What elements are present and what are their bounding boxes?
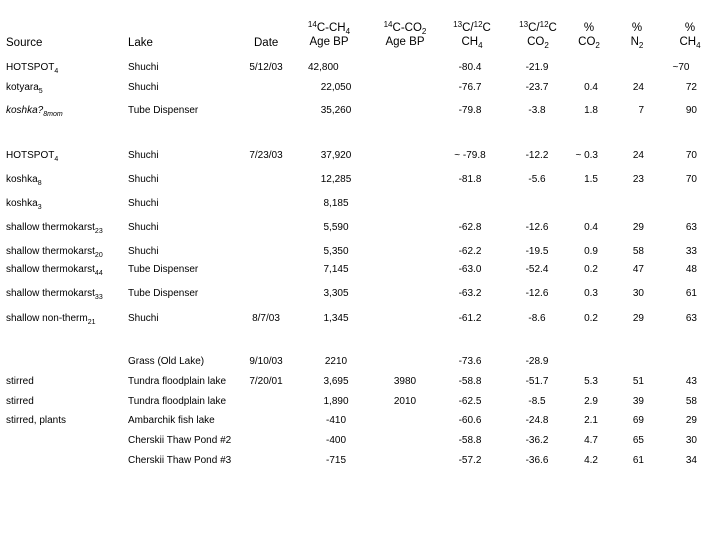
cell-lake: Ambarchik fish lake — [128, 415, 215, 426]
cell-pct-n2: 51 — [632, 376, 644, 387]
cell-pct-ch4: ~70 — [672, 62, 690, 73]
cell-lake: Shuchi — [128, 198, 159, 209]
cell-pct-ch4: 30 — [685, 435, 697, 446]
cell-d13-co2: -12.6 — [525, 288, 549, 299]
cell-source: $koshka?_{8mom}$ — [6, 105, 63, 118]
cell-pct-ch4: 58 — [685, 396, 697, 407]
cell-lake: Shuchi — [128, 313, 159, 324]
cell-pct-ch4: 63 — [685, 222, 697, 233]
cell-d13-ch4: -81.8 — [458, 174, 482, 185]
cell-c14-ch4: 1,890 — [323, 396, 349, 407]
cell-pct-ch4: 72 — [685, 82, 697, 93]
cell-pct-n2: 58 — [632, 246, 644, 257]
cell-pct-co2: 0.3 — [584, 288, 598, 299]
cell-d13-co2: -8.5 — [528, 396, 546, 407]
header-c14-ch4: $^{14}C-CH_4$ Age BP — [307, 20, 351, 48]
cell-d13-ch4: -58.8 — [458, 376, 482, 387]
header-pct-n2: % $N_2$ — [630, 22, 644, 50]
cell-lake: Shuchi — [128, 62, 159, 73]
cell-pct-ch4: 90 — [685, 105, 697, 116]
cell-pct-ch4: 33 — [685, 246, 697, 257]
cell-pct-co2: 0.9 — [584, 246, 598, 257]
header-lake: Lake — [128, 37, 153, 49]
cell-d13-ch4: -73.6 — [458, 356, 482, 367]
header-d13-ch4: $^{13}$C/$^{12}$C $CH_4$ — [453, 20, 491, 50]
cell-source: stirred — [6, 396, 34, 407]
cell-d13-co2: -36.2 — [525, 435, 549, 446]
cell-d13-co2: -28.9 — [525, 356, 549, 367]
cell-d13-ch4: -57.2 — [458, 455, 482, 466]
cell-pct-co2: 1.8 — [584, 105, 598, 116]
cell-d13-co2: -36.6 — [525, 455, 549, 466]
cell-pct-ch4: 48 — [685, 264, 697, 275]
cell-pct-n2: 23 — [632, 174, 644, 185]
cell-d13-co2: -52.4 — [525, 264, 549, 275]
cell-pct-co2: 0.4 — [584, 82, 598, 93]
cell-pct-co2: 4.2 — [584, 455, 598, 466]
cell-c14-ch4: 3,695 — [323, 376, 349, 387]
cell-d13-ch4: -63.2 — [458, 288, 482, 299]
cell-d13-co2: -12.6 — [525, 222, 549, 233]
cell-pct-n2: 24 — [632, 82, 644, 93]
cell-lake: Tundra floodplain lake — [128, 376, 227, 387]
cell-d13-ch4: -79.8 — [458, 105, 482, 116]
cell-pct-ch4: 63 — [685, 313, 697, 324]
cell-lake: Shuchi — [128, 150, 159, 161]
cell-d13-ch4: -62.2 — [458, 246, 482, 257]
cell-d13-ch4: -80.4 — [458, 62, 482, 73]
cell-d13-ch4: -62.5 — [458, 396, 482, 407]
cell-pct-ch4: 29 — [685, 415, 697, 426]
cell-source: shallow thermokarst$_{33}$ — [6, 288, 103, 301]
header-c14-co2: $^{14}C-CO_2$ Age BP — [383, 20, 427, 48]
cell-pct-n2: 61 — [632, 455, 644, 466]
cell-pct-n2: 7 — [638, 105, 644, 116]
cell-d13-ch4: ~ -79.8 — [454, 150, 486, 161]
cell-c14-ch4: 5,350 — [323, 246, 349, 257]
cell-d13-co2: -21.9 — [525, 62, 549, 73]
header-pct-ch4: % $CH_4$ — [679, 22, 701, 50]
cell-source: shallow non-therm$_{21}$ — [6, 313, 96, 326]
cell-c14-ch4: 1,345 — [323, 313, 349, 324]
cell-c14-co2: 2010 — [393, 396, 417, 407]
cell-date: 7/20/01 — [249, 376, 283, 387]
cell-pct-ch4: 34 — [685, 455, 697, 466]
header-d13-co2: $^{13}$C/$^{12}$C $CO_2$ — [519, 20, 557, 50]
cell-c14-ch4: -715 — [325, 455, 347, 466]
cell-lake: Shuchi — [128, 246, 159, 257]
cell-date: 7/23/03 — [249, 150, 283, 161]
header-date: Date — [254, 37, 279, 49]
cell-source: $HOTSPOT_4$ — [6, 62, 59, 75]
cell-pct-n2: 47 — [632, 264, 644, 275]
cell-lake: Cherskii Thaw Pond #2 — [128, 435, 232, 446]
cell-date: 5/12/03 — [249, 62, 283, 73]
cell-pct-co2: 0.2 — [584, 264, 598, 275]
cell-pct-n2: 29 — [632, 222, 644, 233]
cell-pct-n2: 65 — [632, 435, 644, 446]
cell-c14-ch4: 5,590 — [323, 222, 349, 233]
cell-pct-co2: 4.7 — [584, 435, 598, 446]
cell-source: $HOTSPOT_4$ — [6, 150, 59, 163]
cell-d13-ch4: -63.0 — [458, 264, 482, 275]
cell-d13-co2: -24.8 — [525, 415, 549, 426]
cell-lake: Tube Dispenser — [128, 105, 199, 116]
cell-lake: Shuchi — [128, 222, 159, 233]
cell-c14-ch4: -410 — [325, 415, 347, 426]
cell-lake: Grass (Old Lake) — [128, 356, 205, 367]
cell-c14-ch4: -400 — [325, 435, 347, 446]
cell-d13-ch4: -76.7 — [458, 82, 482, 93]
cell-source: shallow thermokarst$_{44}$ — [6, 264, 103, 277]
header-source: Source — [6, 37, 43, 49]
cell-d13-co2: -51.7 — [525, 376, 549, 387]
cell-d13-co2: -12.2 — [525, 150, 549, 161]
cell-pct-ch4: 70 — [685, 174, 697, 185]
cell-lake: Shuchi — [128, 174, 159, 185]
cell-d13-ch4: -62.8 — [458, 222, 482, 233]
cell-pct-n2: 39 — [632, 396, 644, 407]
cell-lake: Tundra floodplain lake — [128, 396, 227, 407]
cell-source: kotyara$_5$ — [6, 82, 43, 95]
cell-c14-ch4: 22,050 — [320, 82, 352, 93]
cell-c14-ch4: 35,260 — [320, 105, 352, 116]
cell-c14-ch4: 37,920 — [320, 150, 352, 161]
cell-lake: Tube Dispenser — [128, 264, 199, 275]
cell-lake: Cherskii Thaw Pond #3 — [128, 455, 232, 466]
cell-pct-co2: 0.4 — [584, 222, 598, 233]
cell-source: koshka$_3$ — [6, 198, 42, 211]
cell-pct-co2: ~ 0.3 — [575, 150, 598, 161]
cell-c14-ch4: 8,185 — [323, 198, 349, 209]
cell-c14-ch4: 12,285 — [320, 174, 352, 185]
cell-pct-co2: 2.9 — [584, 396, 598, 407]
cell-pct-co2: 0.2 — [584, 313, 598, 324]
cell-pct-n2: 24 — [632, 150, 644, 161]
cell-c14-ch4: 7,145 — [323, 264, 349, 275]
cell-lake: Tube Dispenser — [128, 288, 199, 299]
cell-c14-ch4: 2210 — [324, 356, 348, 367]
cell-d13-ch4: -61.2 — [458, 313, 482, 324]
cell-source: shallow thermokarst$_{20}$ — [6, 246, 103, 259]
cell-c14-ch4: 42,800 — [308, 62, 339, 73]
cell-pct-co2: 2.1 — [584, 415, 598, 426]
cell-d13-co2: -5.6 — [528, 174, 546, 185]
cell-pct-n2: 69 — [632, 415, 644, 426]
cell-d13-ch4: -60.6 — [458, 415, 482, 426]
cell-d13-ch4: -58.8 — [458, 435, 482, 446]
cell-source: stirred — [6, 376, 34, 387]
cell-source: koshka$_8$ — [6, 174, 42, 187]
cell-d13-co2: -3.8 — [528, 105, 546, 116]
cell-pct-ch4: 61 — [685, 288, 697, 299]
cell-d13-co2: -19.5 — [525, 246, 549, 257]
header-pct-co2: % $CO_2$ — [578, 22, 600, 50]
cell-source: shallow thermokarst$_{23}$ — [6, 222, 103, 235]
cell-c14-ch4: 3,305 — [323, 288, 349, 299]
cell-pct-co2: 1.5 — [584, 174, 598, 185]
cell-d13-co2: -8.6 — [528, 313, 546, 324]
cell-c14-co2: 3980 — [393, 376, 417, 387]
cell-date: 9/10/03 — [249, 356, 283, 367]
cell-pct-ch4: 43 — [685, 376, 697, 387]
cell-lake: Shuchi — [128, 82, 159, 93]
cell-pct-ch4: 70 — [685, 150, 697, 161]
cell-d13-co2: -23.7 — [525, 82, 549, 93]
cell-date: 8/7/03 — [252, 313, 280, 324]
cell-pct-n2: 30 — [632, 288, 644, 299]
cell-pct-n2: 29 — [632, 313, 644, 324]
cell-pct-co2: 5.3 — [584, 376, 598, 387]
cell-source: stirred, plants — [6, 415, 67, 426]
